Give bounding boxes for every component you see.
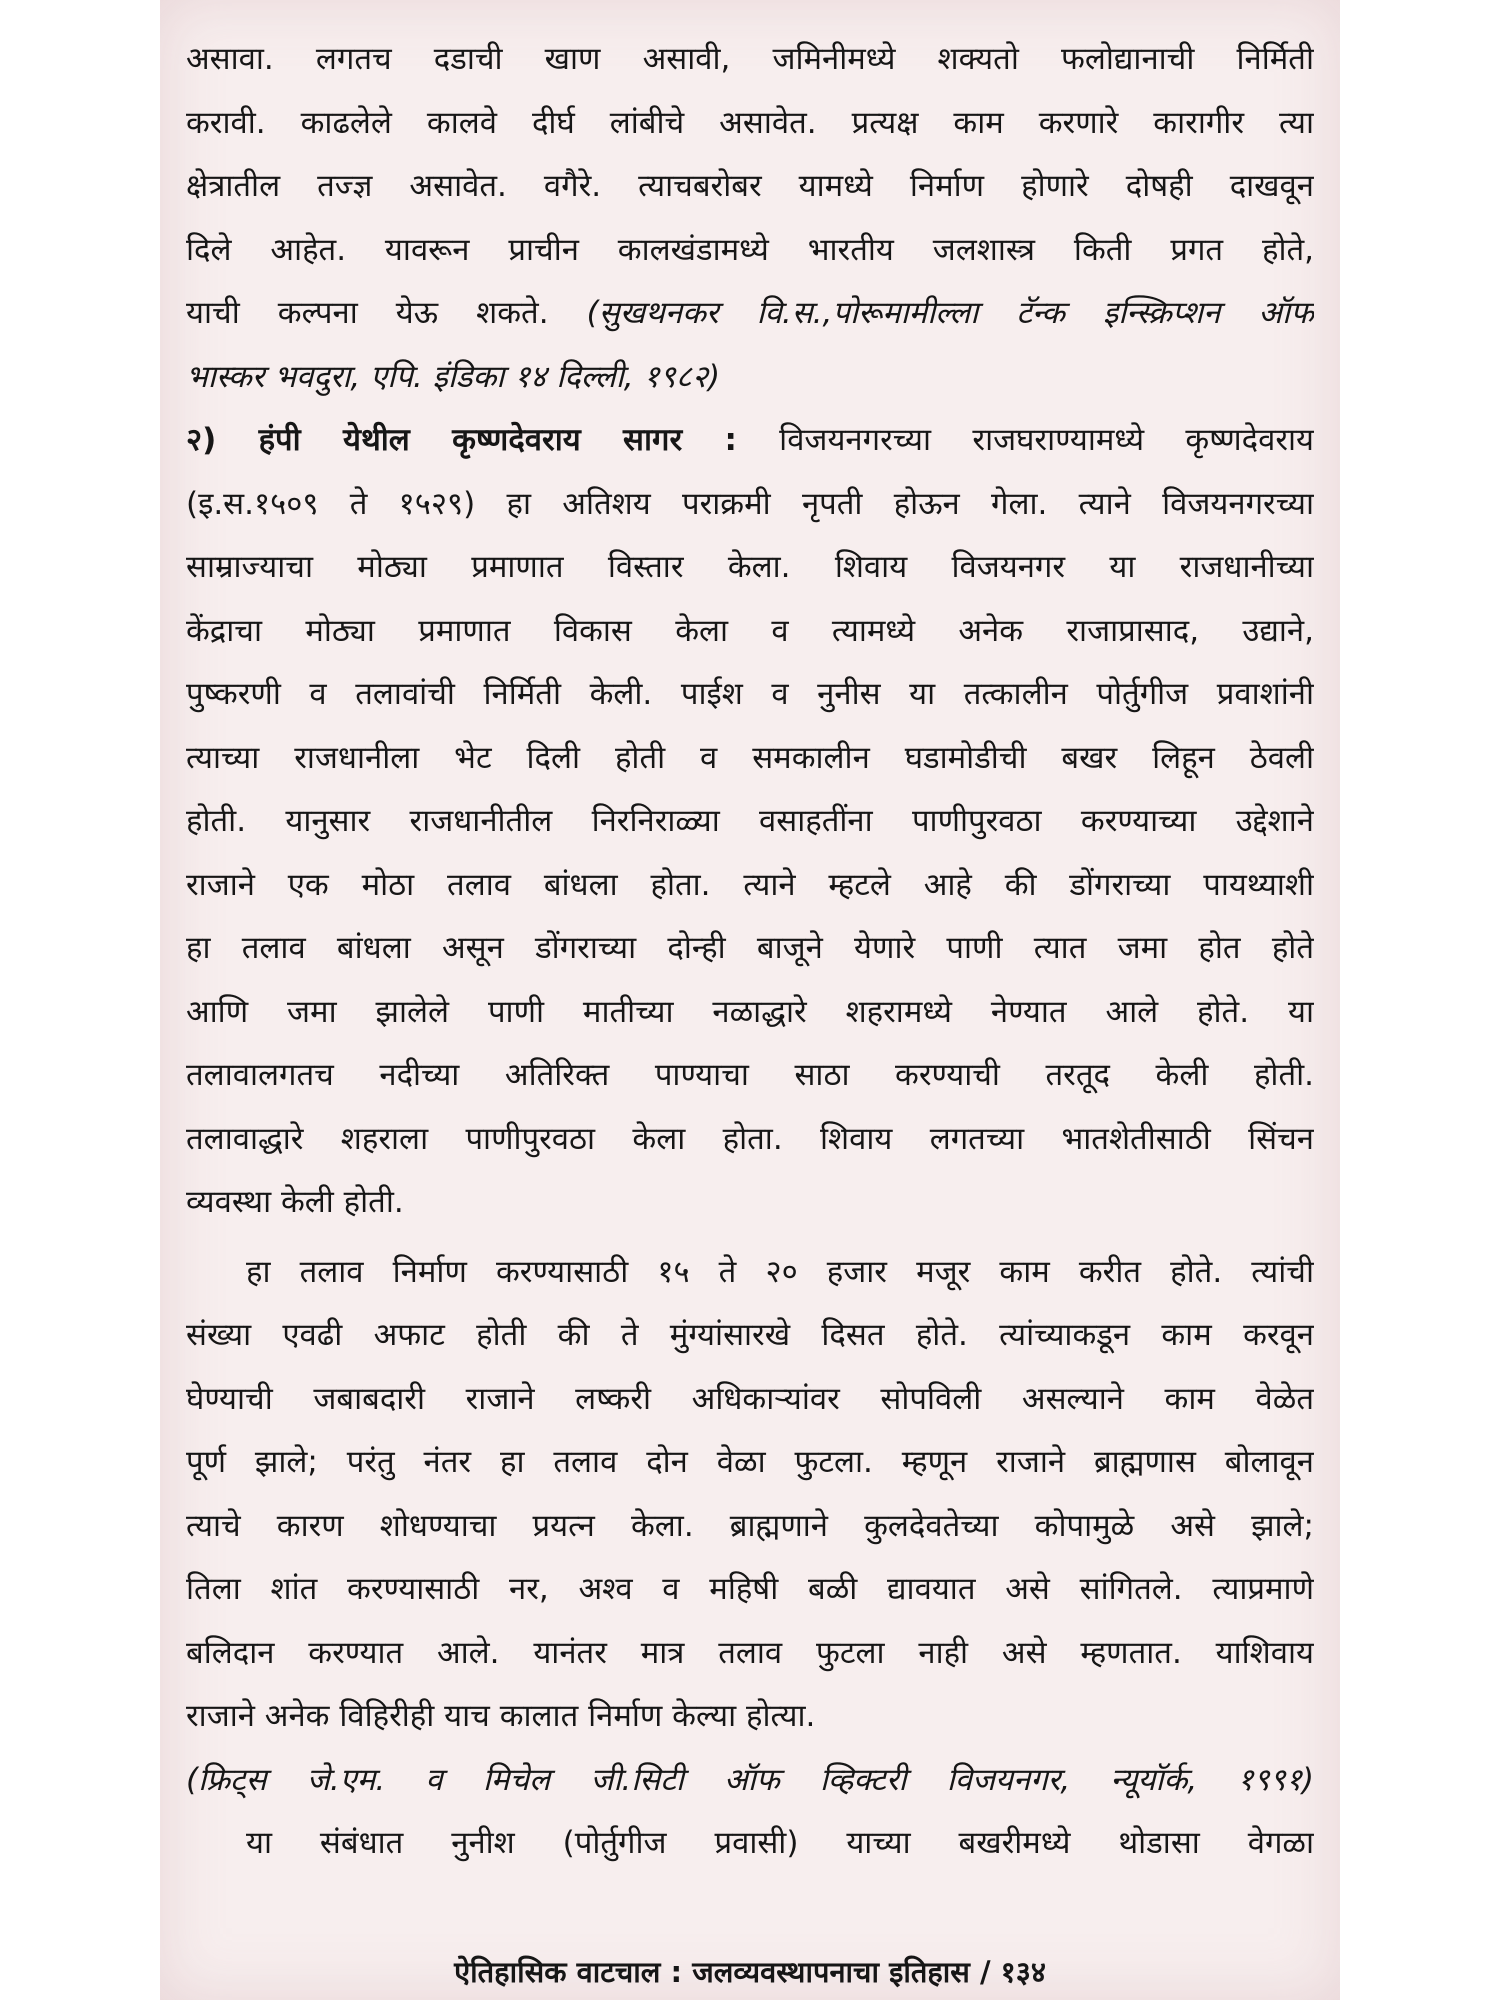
text-line: या संबंधात नुनीश (पोर्तुगीज प्रवासी) याच्या बखरीमध्ये थोडासा वेगळा [246, 1825, 1314, 1861]
citation-line: भास्कर भवदुरा, एपि. इंडिका १४ दिल्ली, १९८२) [186, 358, 721, 395]
text-fragment: याची कल्पना येऊ शकते. [186, 295, 587, 331]
text-line: राजाने एक मोठा तलाव बांधला होता. त्याने म्हटले आहे की डोंगराच्या पायथ्याशी [186, 866, 1314, 903]
text-fragment: विजयनगरच्या राजघराण्यामध्ये कृष्णदेवराय [779, 422, 1314, 458]
page-body-text [186, 28, 1314, 1876]
text-line: साम्राज्याचा मोठ्या प्रमाणात विस्तार केला. शिवाय विजयनगर या राजधानीच्या [186, 549, 1314, 585]
text-line: होती. यानुसार राजधानीतील निरनिराळ्या वसाहतींना पाणीपुरवठा करण्याच्या उद्देशाने [186, 803, 1314, 839]
text-line: बलिदान करण्यात आले. यानंतर मात्र तलाव फुटला नाही असे म्हणतात. याशिवाय [186, 1634, 1314, 1671]
text-line: घेण्याची जबाबदारी राजाने लष्करी अधिकाऱ्यांवर सोपविली असल्याने काम वेळेत [186, 1380, 1314, 1417]
heading-separator: : [682, 422, 780, 458]
page-footer: ऐतिहासिक वाटचाल : जलव्यवस्थापनाचा इतिहास / १३४ [454, 1955, 1046, 1989]
text-line: केंद्राचा मोठ्या प्रमाणात विकास केला व त्यामध्ये अनेक राजाप्रासाद, उद्याने, [186, 612, 1314, 649]
text-line: राजाने अनेक विहिरीही याच कालात निर्माण केल्या होत्या. [186, 1698, 816, 1734]
text-line: आणि जमा झालेले पाणी मातीच्या नळाद्धारे शहरामध्ये नेण्यात आले होते. या [186, 993, 1314, 1030]
text-line [186, 282, 1314, 346]
text-line: (इ.स.१५०९ ते १५२९) हा अतिशय पराक्रमी नृपती होऊन गेला. त्याने विजयनगरच्या [186, 485, 1314, 522]
text-line: हा तलाव बांधला असून डोंगराच्या दोन्ही बाजूने येणारे पाणी त्यात जमा होत होते [186, 930, 1314, 966]
text-line: व्यवस्था केली होती. [186, 1184, 404, 1220]
text-line: पुष्करणी व तलावांची निर्मिती केली. पाईश व नुनीस या तत्कालीन पोर्तुगीज प्रवाशांनी [186, 676, 1314, 712]
text-line: त्याचे कारण शोधण्याचा प्रयत्न केला. ब्राह्मणाने कुलदेवतेच्या कोपामुळे असे झाले; [186, 1507, 1314, 1544]
citation-line: (फ्रिट्स जे.एम. व मिचेल जी.सिटी ऑफ व्हिक्टरी विजयनगर, न्यूयॉर्क, १९९१) [186, 1761, 1314, 1798]
text-line: तलावालगतच नदीच्या अतिरिक्त पाण्याचा साठा करण्याची तरतूद केली होती. [186, 1057, 1314, 1093]
text-line: पूर्ण झाले; परंतु नंतर हा तलाव दोन वेळा फुटला. म्हणून राजाने ब्राह्मणास बोलावून [186, 1444, 1314, 1480]
text-line: दिले आहेत. यावरून प्राचीन कालखंडामध्ये भारतीय जलशास्त्र किती प्रगत होते, [186, 231, 1314, 268]
text-line: त्याच्या राजधानीला भेट दिली होती व समकालीन घडामोडीची बखर लिहून ठेवली [186, 739, 1314, 776]
book-page [160, 0, 1340, 2000]
citation-text: (सुखथनकर वि.स.,पोरूमामील्ला टॅन्क इन्स्क्रिप्शन ऑफ [586, 295, 1314, 331]
text-line: असावा. लगतच दडाची खाण असावी, जमिनीमध्ये शक्यतो फलोद्यानाची निर्मिती [186, 41, 1314, 77]
text-line: तलावाद्धारे शहराला पाणीपुरवठा केला होता. शिवाय लगतच्या भातशेतीसाठी सिंचन [186, 1120, 1314, 1157]
text-line: करावी. काढलेले कालवे दीर्घ लांबीचे असावेत. प्रत्यक्ष काम करणारे कारागीर त्या [186, 104, 1314, 141]
text-line: क्षेत्रातील तज्ज्ञ असावेत. वगैरे. त्याचबरोबर यामध्ये निर्माण होणारे दोषही दाखवून [186, 168, 1314, 204]
text-line: संख्या एवढी अफाट होती की ते मुंग्यांसारखे दिसत होते. त्यांच्याकडून काम करवून [186, 1317, 1314, 1353]
text-line: तिला शांत करण्यासाठी नर, अश्व व महिषी बळी द्यावयात असे सांगितले. त्याप्रमाणे [186, 1571, 1314, 1607]
section-heading: २) हंपी येथील कृष्णदेवराय सागर [186, 422, 683, 458]
section-heading-line [186, 409, 1314, 473]
text-line: हा तलाव निर्माण करण्यासाठी १५ ते २० हजार मजूर काम करीत होते. त्यांची [246, 1253, 1314, 1290]
